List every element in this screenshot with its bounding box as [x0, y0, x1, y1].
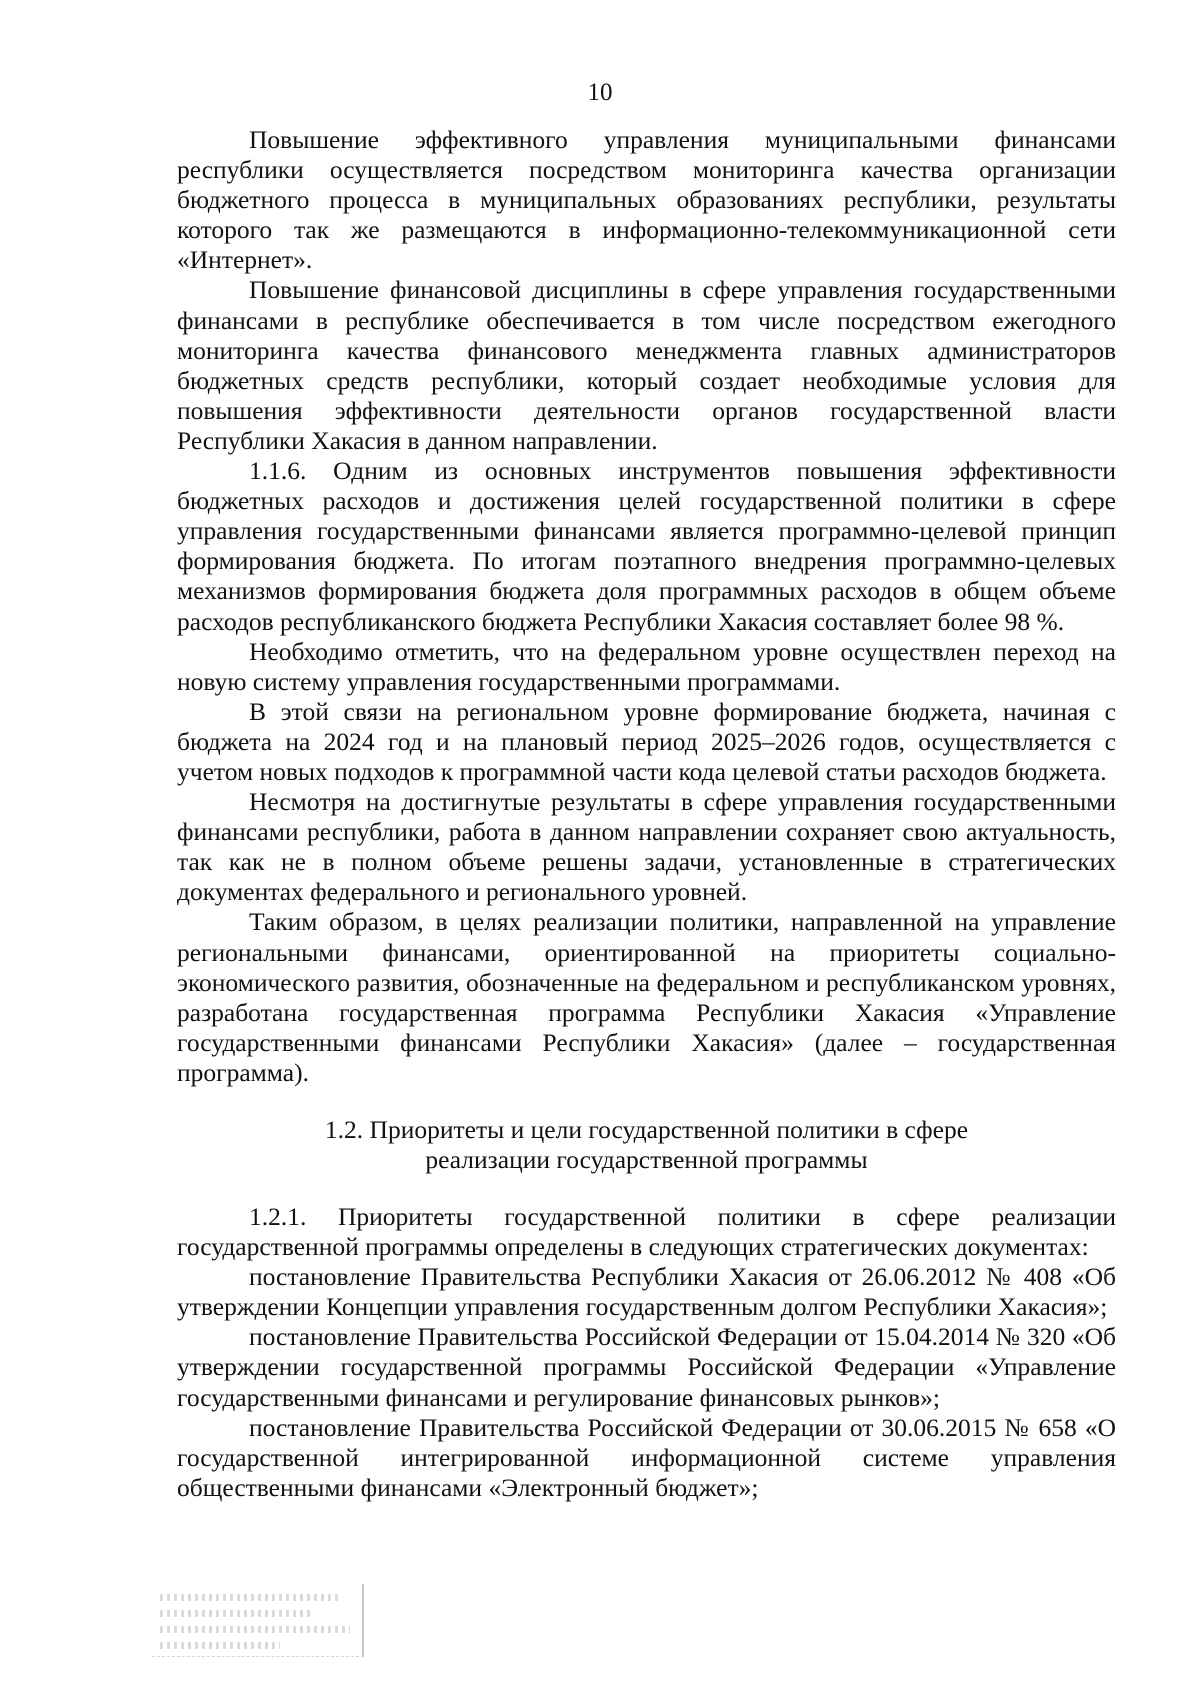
- list-item: постановление Правительства Российской Федерации от 30.06.2015 № 658 «О государственной интегрированной информационной системе управления общественными финансами «Электронный бюджет»;: [177, 1412, 1116, 1502]
- section-heading-line: 1.2. Приоритеты и цели государственной политики в сфере: [324, 1115, 969, 1144]
- paragraph: В этой связи на региональном уровне формирование бюджета, начиная с бюджета на 2024 год и на плановый период 2025–2026 годов, осуществляется с учетом новых подходов к программной части кода целевой статьи расходов бюджета.: [177, 696, 1116, 786]
- paragraph: Несмотря на достигнутые результаты в сфере управления государственными финансами республики, работа в данном направлении сохраняет свою актуальность, так как не в полном объеме решены задачи, установленные в стратегических документах федерального и регионального уровней.: [177, 787, 1116, 907]
- paragraph: Таким образом, в целях реализации политики, направленной на управление региональными финансами, ориентированной на приоритеты социально-экономического развития, обозначенные на федеральном и республиканском уровнях, разработана государственная программа Республики Хакасия «Управление государственными финансами Республики Хакасия» (далее – государственная программа).: [177, 907, 1116, 1087]
- paragraph: Повышение эффективного управления муниципальными финансами республики осуществляется посредством мониторинга качества организации бюджетного процесса в муниципальных образованиях республики, результаты которого так же размещаются в информационно-телекоммуникационной сети «Интернет».: [177, 125, 1116, 275]
- list-item: постановление Правительства Республики Хакасия от 26.06.2012 № 408 «Об утверждении Концепции управления государственным долгом Республики Хакасия»;: [177, 1262, 1116, 1322]
- page-number: 10: [587, 79, 613, 106]
- paragraph: 1.1.6. Одним из основных инструментов повышения эффективности бюджетных расходов и достижения целей государственной политики в сфере управления государственными финансами является программно-целевой принцип формирования бюджета. По итогам поэтапного внедрения программно-целевых механизмов формирования бюджета доля программных расходов в общем объеме расходов республиканского бюджета Республики Хакасия составляет более 98 %.: [177, 456, 1116, 636]
- faded-stamp-mark: [152, 1584, 364, 1657]
- paragraph: Необходимо отметить, что на федеральном уровне осуществлен переход на новую систему управления государственными программами.: [177, 636, 1116, 696]
- document-body: [177, 125, 1116, 1503]
- paragraph: 1.2.1. Приоритеты государственной политики в сфере реализации государственной программы определены в следующих стратегических документах:: [177, 1202, 1116, 1262]
- list-item: постановление Правительства Российской Федерации от 15.04.2014 № 320 «Об утверждении государственной программы Российской Федерации «Управление государственными финансами и регулирование финансовых рынков»;: [177, 1322, 1116, 1412]
- paragraph: Повышение финансовой дисциплины в сфере управления государственными финансами в республике обеспечивается в том числе посредством ежегодного мониторинга качества финансового менеджмента главных администраторов бюджетных средств республики, который создает необходимые условия для повышения эффективности деятельности органов государственной власти Республики Хакасия в данном направлении.: [177, 275, 1116, 455]
- section-heading: [177, 1115, 1116, 1175]
- section-heading-line: реализации государственной программы: [425, 1145, 868, 1174]
